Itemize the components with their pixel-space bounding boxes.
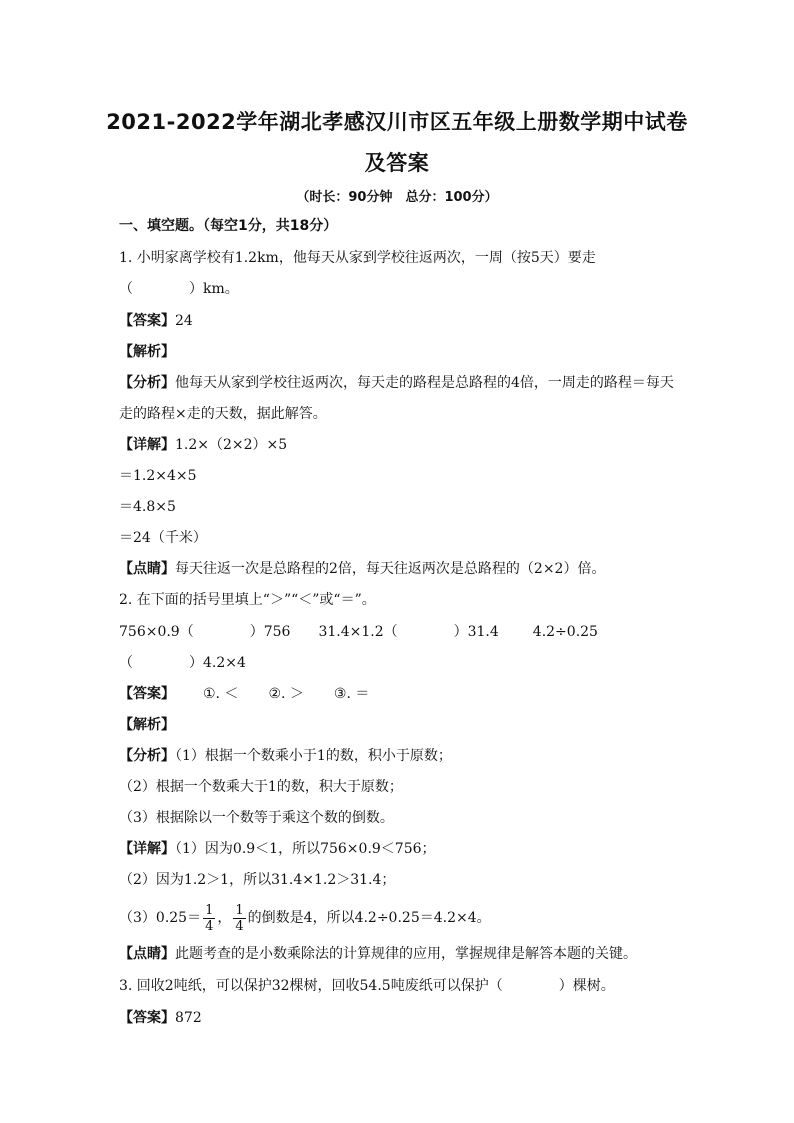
answer-tag: 【答案】 (119, 313, 175, 329)
fraction-one-quarter (233, 903, 245, 934)
q1-text-line-1: 1. 小明家离学校有1.2km，他每天从家到学校往返两次，一周（按5天）要走 (119, 250, 596, 266)
comment-text: 每天往返一次是总路程的2倍，每天往返两次是总路程的（2×2）倍。 (175, 561, 606, 577)
q1-answer (119, 311, 193, 331)
q2-analysis-tag: 【解析】 (119, 717, 175, 733)
q1-detail-line-2: ＝1.2×4×5 (119, 468, 197, 484)
fraction-numerator: 1 (235, 902, 244, 918)
answer-value: 872 (175, 1010, 202, 1026)
q2-fenxi-line-1 (119, 746, 452, 766)
fenxi-tag: 【分析】 (119, 748, 175, 764)
detail-tag: 【详解】 (119, 437, 175, 453)
q2-detail-line-3 (119, 900, 491, 936)
q1-analysis-tag: 【解析】 (119, 344, 175, 360)
q1-fenxi-line-1 (119, 373, 674, 393)
detail-text: 的倒数是4，所以4.2÷0.25＝4.2×4。 (247, 910, 491, 926)
q1-comment (119, 559, 605, 579)
detail-text: （1）因为0.9＜1，所以756×0.9＜756； (175, 841, 436, 857)
q2-expr-1: 756×0.9（ ）756 (119, 624, 291, 640)
q2-fenxi-line-3: （3）根据除以一个数等于乘这个数的倒数。 (119, 810, 394, 826)
q2-answer (119, 684, 369, 704)
fraction-one-quarter (203, 903, 215, 934)
q1-detail-line-3: ＝4.8×5 (119, 499, 176, 515)
q2-expr-4: （ ）4.2×4 (119, 655, 246, 671)
comment-text: 此题考查的是小数乘除法的计算规律的应用，掌握规律是解答本题的关键。 (175, 946, 637, 962)
q2-ans-2: ②. ＞ (268, 686, 304, 702)
fraction-denominator: 4 (205, 918, 214, 934)
answer-value: 24 (175, 313, 193, 329)
answer-tag: 【答案】 (119, 1010, 175, 1026)
q1-text-line-2: （ ）km。 (119, 281, 239, 297)
fenxi-tag: 【分析】 (119, 375, 175, 391)
detail-tag: 【详解】 (119, 841, 175, 857)
q2-comment (119, 944, 637, 964)
q1-detail-line-1 (119, 435, 287, 455)
q2-detail-line-2: （2）因为1.2＞1，所以31.4×1.2＞31.4； (119, 872, 396, 888)
q2-expr-2: 31.4×1.2（ ）31.4 (318, 624, 499, 640)
q2-ans-3: ③. ＝ (333, 686, 370, 702)
fenxi-text: （1）根据一个数乘小于1的数，积小于原数； (175, 748, 452, 764)
fraction-denominator: 4 (235, 918, 244, 934)
detail-text: （3）0.25＝ (119, 910, 202, 926)
comment-tag: 【点睛】 (119, 561, 175, 577)
detail-text: ， (217, 910, 232, 926)
document-title-line-2: 及答案 (364, 151, 430, 175)
q3-answer (119, 1008, 202, 1028)
q1-fenxi-line-2: 走的路程×走的天数，据此解答。 (119, 406, 327, 422)
q3-text-line-1: 3. 回收2吨纸，可以保护32棵树，回收54.5吨废纸可以保护（ ）棵树。 (119, 978, 615, 994)
q2-text-line-1: 2. 在下面的括号里填上“＞”“＜”或“＝”。 (119, 592, 376, 608)
section-heading: 一、填空题。（每空1分，共18分） (119, 218, 338, 234)
q2-expressions (119, 622, 598, 642)
q2-detail-line-1 (119, 839, 436, 859)
fenxi-text: 他每天从家到学校往返两次，每天走的路程是总路程的4倍，一周走的路程＝每天 (175, 375, 674, 391)
q2-expr-3: 4.2÷0.25 (532, 624, 598, 640)
answer-tag: 【答案】 (119, 686, 175, 702)
q2-fenxi-line-2: （2）根据一个数乘大于1的数，积大于原数； (119, 779, 403, 795)
comment-tag: 【点睛】 (119, 946, 175, 962)
q1-detail-line-4: ＝24（千米） (119, 530, 207, 546)
fraction-numerator: 1 (205, 902, 214, 918)
q2-ans-1: ①. ＜ (203, 686, 239, 702)
document-title-line-1: 2021-2022学年湖北孝感汉川市区五年级上册数学期中试卷 (106, 110, 688, 134)
exam-meta: （时长：90分钟 总分：100分） (296, 190, 498, 205)
detail-text: 1.2×（2×2）×5 (175, 437, 288, 453)
